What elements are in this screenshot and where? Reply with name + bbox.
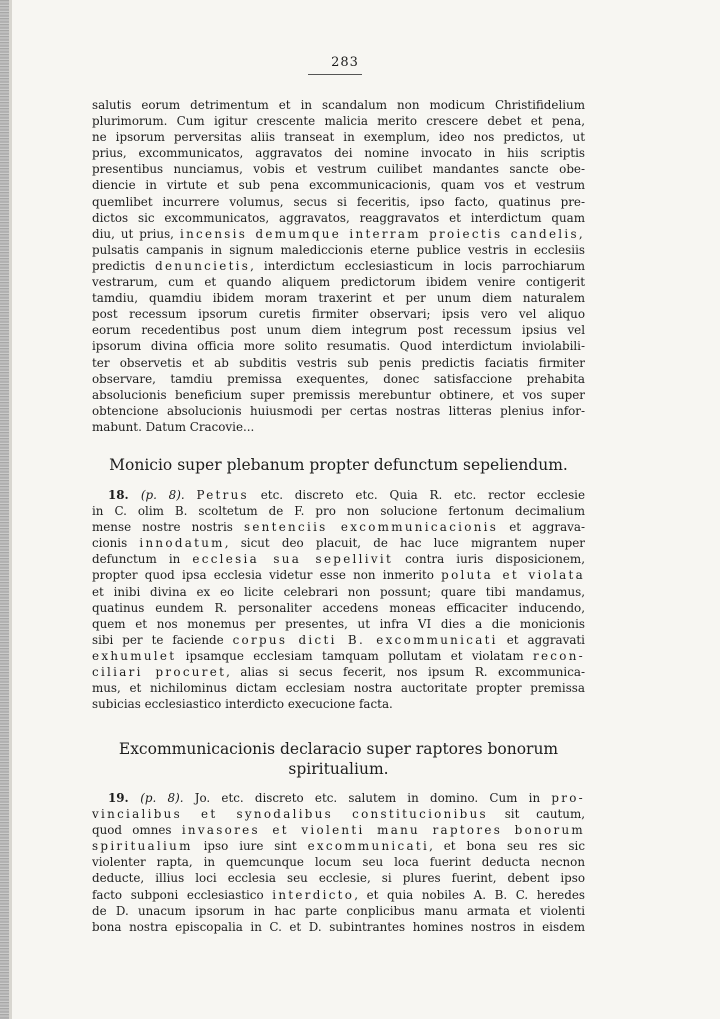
text-line <box>92 648 585 664</box>
text-line <box>92 887 585 903</box>
section-19-heading <box>92 739 585 779</box>
spaced-emphasis: corpus dicti B. excommunicati <box>232 632 498 647</box>
text-line <box>92 306 585 322</box>
text-run: quod omnes <box>92 823 182 838</box>
text-run: et inibi divina ex eo licite celebrari non possunt; quare tibi mandamus, <box>92 584 585 599</box>
text-line <box>92 822 585 838</box>
text-run: deducte, illius loci ecclesia seu ecclesie, si plures fuerint, debent ipso <box>92 871 585 886</box>
text-run: quem et nos monemus per presentes, ut infra VI dies a die monicionis <box>92 616 585 631</box>
text-run: ne ipsorum perversitas aliis transeat in exemplum, ideo nos predictos, ut <box>92 130 585 145</box>
text-run: ipso iure sint <box>192 839 308 854</box>
text-line <box>92 632 585 648</box>
text-line <box>92 519 585 535</box>
spaced-emphasis: denuncietis <box>155 258 251 273</box>
text-run: prius, excommunicatos, aggravatos dei nomine invocato in hiis scriptis <box>92 146 585 161</box>
text-line <box>92 161 585 177</box>
text-line <box>92 664 585 680</box>
section-reference: (p. 8). <box>140 488 197 502</box>
text-run: mense nostre nostris <box>92 520 244 535</box>
text-line <box>92 210 585 226</box>
text-run: quatinus eundem R. personaliter accedens moneas efficaciter inducendo, <box>92 600 585 615</box>
page-number: 283 <box>331 55 359 70</box>
spaced-emphasis: exhumulet <box>92 648 177 663</box>
text-line <box>92 487 585 503</box>
text-run: pulsatis campanis in signum malediccionis eterne publice vestris in ecclesiis <box>92 242 585 257</box>
text-line <box>92 584 585 600</box>
text-line <box>92 790 585 806</box>
text-line <box>92 696 585 712</box>
spaced-emphasis: excommunicati <box>307 839 430 854</box>
text-run: presentibus nunciamus, vobis et vestrum cuilibet mandantes sancte obe- <box>92 162 585 177</box>
text-run: eorum recedentibus post unum diem integrum post recessum ipsius vel <box>92 323 585 338</box>
text-run: diu, ut prius, <box>92 226 180 241</box>
text-line <box>92 194 585 210</box>
section-18-paragraph <box>92 487 585 712</box>
spaced-emphasis: incensis demumque interram proiectis candelis, <box>179 226 585 241</box>
spaced-emphasis: vincialibus et synodalibus constitucionibus <box>92 807 488 822</box>
scan-binding-shadow <box>9 0 12 1019</box>
text-run: Jo. etc. discreto etc. salutem in domino. Cum in <box>194 791 552 805</box>
text-run: obtencione absolucionis huiusmodi per certas nostras litteras plenius infor- <box>92 403 585 418</box>
spaced-emphasis: recon- <box>532 648 585 663</box>
intro-paragraph <box>92 97 585 435</box>
scan-binding-edge <box>0 0 9 1019</box>
text-run: salutis eorum detrimentum et in scandalum non modicum Christifidelium <box>92 98 585 112</box>
text-line <box>92 419 585 435</box>
text-run: vestrarum, cum et quando aliquem predictorum ibidem venire contigerit <box>92 275 585 290</box>
section-number: 19. <box>108 791 141 805</box>
text-line <box>92 503 585 519</box>
spaced-emphasis: sentenciis excommunicacionis <box>243 520 499 535</box>
text-run: sibi per te faciende <box>92 632 233 647</box>
text-run: tamdiu, quamdiu ibidem moram traxerint et per unum diem naturalem <box>92 291 585 306</box>
text-run: sit cautum, <box>487 807 585 822</box>
text-line <box>92 177 585 193</box>
text-line <box>92 919 585 935</box>
text-line <box>92 274 585 290</box>
text-line <box>92 322 585 338</box>
spaced-emphasis: spiritualium <box>92 839 193 854</box>
spaced-emphasis: invasores et violenti manu raptores bonorum <box>181 823 585 838</box>
text-run: mabunt. Datum Cracovie... <box>92 419 255 434</box>
text-run: dictos sic excommunicatos, aggravatos, reaggravatos et interdictum quam <box>92 210 585 225</box>
text-line <box>92 616 585 632</box>
text-run: de D. unacum ipsorum in hac parte conplicibus manu armata et violenti <box>92 903 585 918</box>
text-run: predictis <box>92 258 156 273</box>
text-line <box>92 355 585 371</box>
text-line <box>92 870 585 886</box>
text-run: ipsamque ecclesiam tamquam pollutam et violatam <box>176 648 533 663</box>
text-run: observare, tamdiu premissa exequentes, donec satisfaccione prehabita <box>92 371 585 386</box>
text-line <box>92 338 585 354</box>
text-run: propter quod ipsa ecclesia videtur esse non inmerito <box>92 568 442 583</box>
text-run: ipsorum divina officia more solito resumatis. Quod interdictum inviolabili- <box>92 339 585 354</box>
text-line <box>92 371 585 387</box>
text-run: facto subponi ecclesiastico <box>92 887 273 902</box>
text-line <box>92 551 585 567</box>
text-run: , et quia nobiles A. B. C. heredes <box>354 887 585 902</box>
text-line <box>92 129 585 145</box>
spaced-emphasis: ciliari procuret <box>92 665 227 680</box>
text-run: in C. olim B. scoltetum de F. pro non solucione fertonum decimalium <box>92 504 585 519</box>
text-run: post recessum ipsorum curetis firmiter observari; ipsis vero vel aliquo <box>92 307 585 322</box>
text-line <box>92 680 585 696</box>
text-line <box>92 806 585 822</box>
spaced-emphasis: ecclesia sua sepellivit <box>192 552 394 567</box>
text-line <box>92 403 585 419</box>
text-run: et aggrava- <box>498 520 585 535</box>
text-line <box>92 242 585 258</box>
text-run: et aggravati <box>497 632 585 647</box>
text-line <box>92 600 585 616</box>
spaced-emphasis: innodatum <box>139 536 225 551</box>
text-line <box>92 258 585 274</box>
section-number: 18. <box>108 488 141 502</box>
text-run: , et bona seu res sic <box>429 839 585 854</box>
section-19-heading-line-2: spiritualium. <box>288 760 389 778</box>
text-line <box>92 567 585 583</box>
text-run: plurimorum. Cum igitur crescente malicia merito crescere debet et pena, <box>92 114 585 129</box>
spaced-emphasis: poluta et violata <box>441 568 585 583</box>
page-number-rule <box>308 74 362 75</box>
text-line <box>92 903 585 919</box>
text-line <box>92 290 585 306</box>
text-line <box>92 535 585 551</box>
text-run: absolucionis beneficium super premissis merebuntur obtinere, et vos super <box>92 387 585 402</box>
section-19-paragraph <box>92 790 585 935</box>
section-19-heading-line-1: Excommunicacionis declaracio super raptores bonorum <box>118 740 559 758</box>
spaced-emphasis: Petrus <box>196 488 249 502</box>
text-run: violenter rapta, in quemcunque locum seu loca fuerint deducta necnon <box>92 855 585 870</box>
text-line <box>92 838 585 854</box>
text-run: diencie in virtute et sub pena excommunicacionis, quam vos et vestrum <box>92 178 585 193</box>
text-run: , interdictum ecclesiasticum in locis parrochiarum <box>250 258 585 273</box>
text-line <box>92 226 585 242</box>
spaced-emphasis: interdicto <box>272 887 355 902</box>
text-run: quemlibet incurrere volumus, secus si feceritis, ipso facto, quatinus pre- <box>92 194 585 209</box>
text-run: , sicut deo placuit, de hac luce migrantem nuper <box>224 536 585 551</box>
text-run: subicias ecclesiastico interdicto execucione facta. <box>92 697 393 712</box>
text-run: cionis <box>92 536 140 551</box>
text-run: defunctum in <box>92 552 193 567</box>
text-run: ter observetis et ab subditis vestris sub penis predictis faciatis firmiter <box>92 355 585 370</box>
section-18-heading: Monicio super plebanum propter defunctum sepeliendum. <box>109 456 568 474</box>
text-line <box>92 145 585 161</box>
text-line <box>92 97 585 113</box>
text-line <box>92 113 585 129</box>
text-run: mus, et nichilominus dictam ecclesiam nostra auctoritate propter premissa <box>92 681 585 696</box>
text-line <box>92 854 585 870</box>
text-run: bona nostra episcopalia in C. et D. subintrantes homines nostros in eisdem <box>92 919 585 934</box>
text-run: etc. discreto etc. Quia R. etc. rector ecclesie <box>248 488 585 502</box>
section-reference: (p. 8). <box>140 791 195 805</box>
text-line <box>92 387 585 403</box>
text-run: contra iuris disposicionem, <box>393 552 585 567</box>
text-run: , alias si secus fecerit, nos ipsum R. excommunica- <box>226 665 585 680</box>
spaced-emphasis: pro- <box>551 791 585 805</box>
